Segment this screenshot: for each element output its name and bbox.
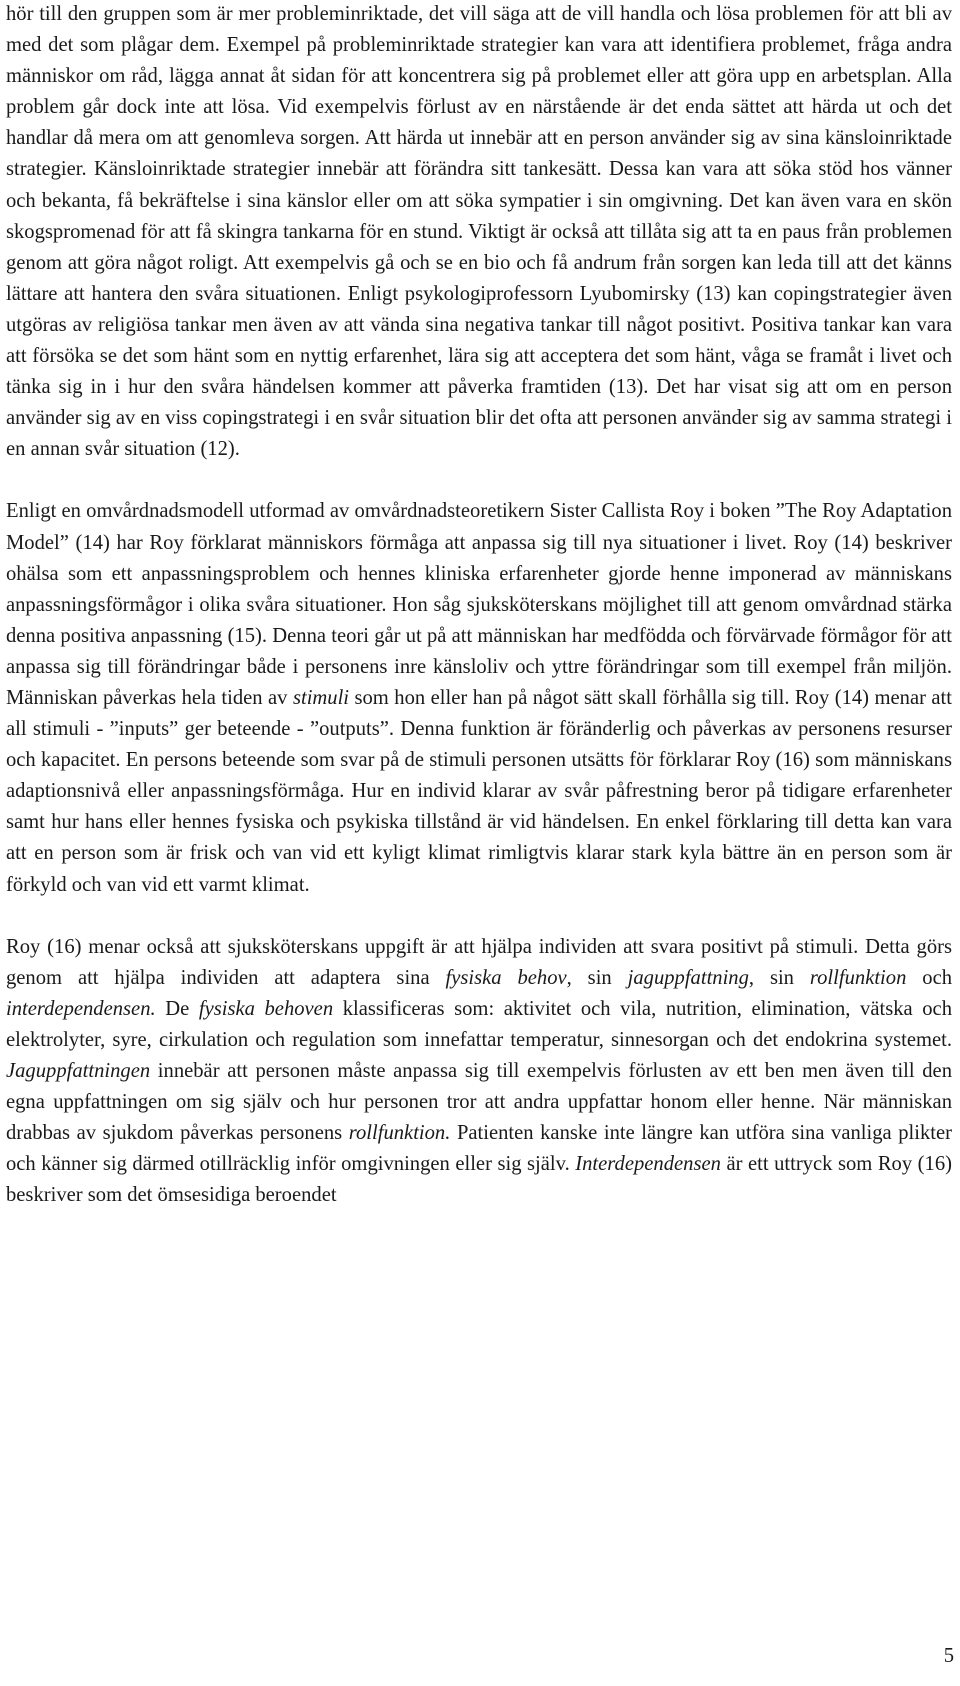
- italic-term: fysiska behoven: [198, 997, 334, 1020]
- text-run: är ett uttryck som Roy (16) beskriver som det ömsesidiga beroendet: [6, 1153, 952, 1207]
- body-text: [6, 0, 952, 1211]
- italic-term: interdependensen.: [6, 997, 156, 1020]
- text-run: Patienten kanske inte längre kan utföra sina vanliga plikter och känner sig därmed otillräcklig inför omgivningen eller sig själv.: [6, 1122, 952, 1176]
- text-run: som hon eller han på något sätt skall förhålla sig till. Roy (14) menar att all stimuli - ”inputs” ger beteende - ”outputs”. Denna funktion är föränderlig och påverkas av personens resurser och kapacitet. En persons beteende som svar på de stimuli personen utsätts för förklarar Roy (16) som människans adaptionsnivå eller anpassningsförmåga. Hur en individ klarar av svår påfrestning beror på tidigare erfarenheter samt hur hans eller hennes fysiska och psykiska tillstånd är vid händelsen. En enkel förklaring till detta kan vara att en person som är frisk och van vid ett kyligt klimat rimligtvis klarar stark kyla bättre än en person som är förkyld och van vid ett varmt klimat.: [6, 686, 953, 896]
- paragraph: [6, 496, 952, 900]
- text-run: och: [906, 966, 953, 989]
- italic-term: Interdependensen: [575, 1153, 721, 1176]
- italic-term: Jaguppfattningen: [6, 1060, 151, 1082]
- text-run: , sin: [566, 966, 628, 989]
- paragraph: [6, 0, 952, 465]
- text-run: hör till den gruppen som är mer probleminriktade, det vill säga att de vill handla och lösa problemen för att bli av med det som plågar dem. Exempel på probleminriktade strategier kan vara att identifiera problemet, fråga andra människor om råd, lägga annat åt sidan för att koncentrera sig på problemet eller att göra upp en arbetsplan. Alla problem går dock inte att lösa. Vid exempelvis förlust av en närstående är det enda sättet att härda ut och det handlar då mera om att genomleva sorgen. Att härda ut innebär att en person använder sig av sina känsloinriktade strategier. Känsloinriktade strategier innebär att förändra sitt tankesätt. Dessa kan vara att söka stöd hos vänner och bekanta, få bekräftelse i sina känslor eller om att söka sympatier i sin omgivning. Det kan även vara en skön skogspromenad för att få skingra tankarna för en stund. Viktigt är också att tillåta sig att ta en paus från problemen genom att göra något roligt. Att exempelvis gå och se en bio och få andrum från sorgen kan leda till att det känns lättare att hantera den svåra situationen. Enligt psykologiprofessorn Lyubomirsky (13) kan copingstrategier även utgöras av religiösa tankar men även av att vända sina negativa tankar till något positivt. Positiva tankar kan vara att försöka se det som hänt som en nyttig erfarenhet, lära sig att acceptera det som hänt, våga se framåt i livet och tänka sig in i hur den svåra händelsen kommer att påverka framtiden (13). Det har visat sig att om en person använder sig av en viss copingstrategi i en svår situation blir det ofta att personen använder sig av samma strategi i en annan svår situation (12).: [6, 3, 952, 461]
- text-run: De: [155, 997, 199, 1020]
- page-number: 5: [943, 1645, 954, 1667]
- text-run: innebär att personen måste anpassa sig till exempelvis förlusten av ett ben men även till den egna uppfattningen om sig själv och hur personen tror att andra uppfattar honom eller henne. När människan drabbas av sjukdom påverkas personens: [6, 1060, 952, 1145]
- italic-term: stimuli: [292, 686, 350, 709]
- text-run: Enligt en omvårdnadsmodell utformad av omvårdnadsteoretikern Sister Callista Roy i boken ”The Roy Adaptation Model” (14) har Roy förklarat människors förmåga att anpassa sig till nya situationer i livet. Roy (14) beskriver ohälsa som ett anpassningsproblem och hennes kliniska erfarenheter gjorde henne imponerad av människans anpassningsförmågor i olika svåra situationer. Hon såg sjuksköterskans möjlighet till att genom omvårdnad stärka denna positiva anpassning (15). Denna teori går ut på att människan har medfödda och förvärvade förmågor för att anpassa sig till förändringar både i personens inre känsloliv och yttre förändringar som till exempel från miljön. Människan påverkas hela tiden av: [6, 500, 952, 709]
- italic-term: rollfunktion: [809, 966, 907, 989]
- italic-term: rollfunktion.: [348, 1122, 451, 1145]
- paragraph: [6, 932, 952, 1212]
- document-page: [6, 0, 952, 1211]
- text-run: Roy (16) menar också att sjuksköterskans uppgift är att hjälpa individen att svara positivt på stimuli. Detta görs genom att hjälpa individen att adaptera sina: [6, 935, 952, 989]
- italic-term: fysiska behov: [445, 966, 567, 989]
- italic-term: jaguppfattning: [627, 966, 749, 989]
- text-run: , sin: [748, 966, 810, 989]
- text-run: klassificeras som: aktivitet och vila, nutrition, elimination, vätska och elektrolyter, syre, cirkulation och regulation som innefattar temperatur, sinnesorgan och det endokrina systemet.: [6, 997, 952, 1051]
